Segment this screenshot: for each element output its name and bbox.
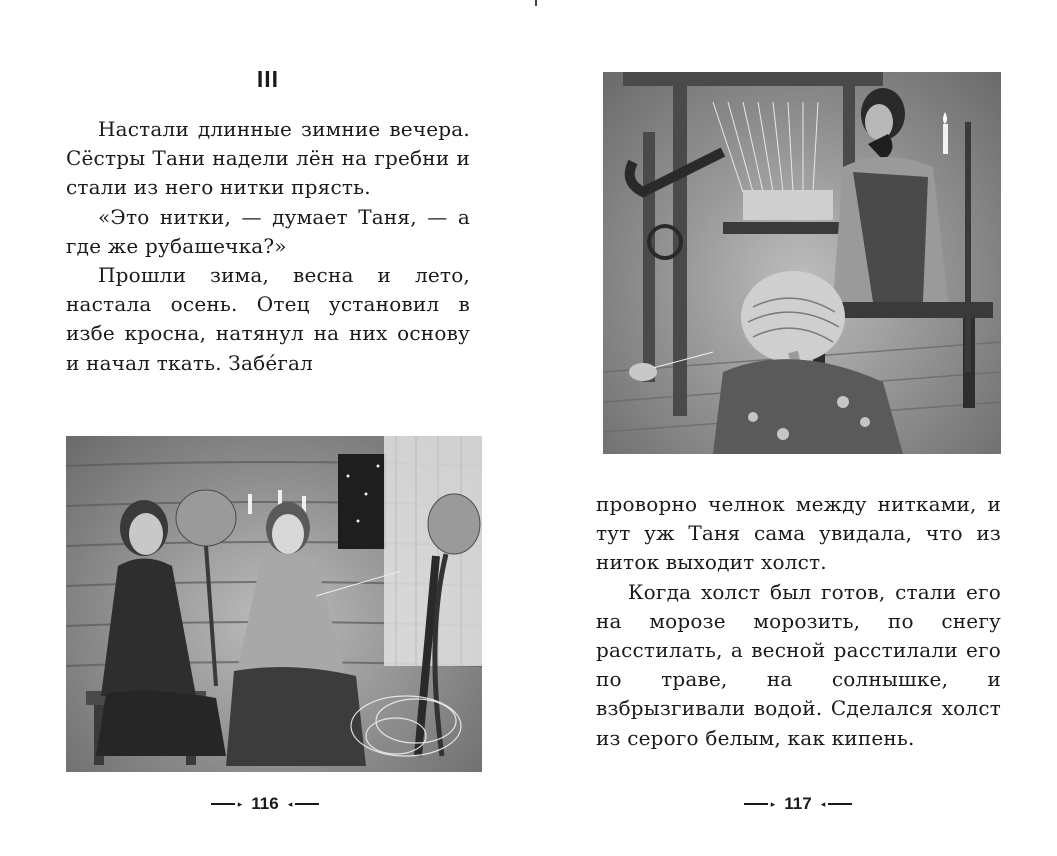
paragraph: Настали длинные зимние вечера. Сёстры Тани надели лён на гребни и стали из него нитки прясть. [66, 117, 470, 200]
folio-arrow-left-icon: ◂ [820, 798, 826, 809]
folio-rule [295, 803, 319, 805]
spinning-scene-drawing [66, 436, 482, 772]
folio-rule [744, 803, 768, 805]
page-number: 116 [251, 794, 279, 813]
folio-arrow-left-icon: ◂ [287, 798, 293, 809]
folio-rule [828, 803, 852, 805]
paragraph: проворно челнок между нитками, и тут уж Таня сама увидала, что из ниток выходит холст. [596, 492, 1001, 575]
paragraph: Когда холст был готов, стали его на морозе морозить, по снегу расстилать, а весной расстилали его по траве, на солнышке, и взбрызгивали водой. Сделался холст из серого белым, как кипень. [596, 579, 1001, 750]
folio-arrow-right-icon: ▸ [770, 798, 776, 809]
page-number-right [733, 793, 863, 815]
paragraph: Прошли зима, весна и лето, настала осень. Отец установил в избе кросна, натянул на них основу и начал ткать. Забéгал [66, 263, 470, 375]
chapter-heading: III [256, 66, 280, 92]
weaving-loom-illustration [603, 72, 1001, 454]
paragraph: «Это нитки, — думает Таня, — а где же рубашечка?» [66, 204, 470, 258]
right-page-text [596, 490, 1001, 753]
page-number-left [200, 793, 330, 815]
left-page-text [66, 115, 470, 378]
page-number: 117 [784, 794, 812, 813]
spinning-scene-illustration [66, 436, 482, 772]
weaving-loom-drawing [603, 72, 1001, 454]
folio-rule [211, 803, 235, 805]
folio-arrow-right-icon: ▸ [237, 798, 243, 809]
